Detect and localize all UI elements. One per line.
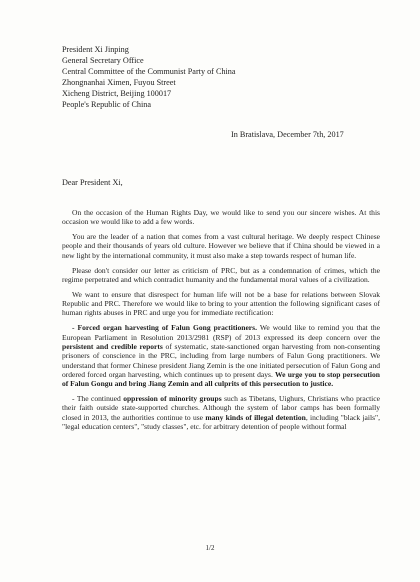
paragraph-minority-groups [62, 394, 380, 431]
paragraph-1: On the occasion of the Human Rights Day, we would like to send you our sincere wishes. At this occasion we would like to add a few words. [62, 208, 380, 227]
recipient-line: President Xi Jinping [62, 45, 129, 54]
letter-date: In Bratislava, December 7th, 2017 [231, 130, 344, 139]
text-run: of systematic, state-sanctioned organ harvesting from non-consenting prisoners of conscience in the PRC, including from large numbers of Falun Gong practitioners. We understand that former Chinese president Jiang Zemin is the one initiated persecution of Falun Gong and ordered forced organ harvesting, which continues up to present days. [62, 341, 380, 379]
bold-text: persistent and credible reports [62, 341, 163, 351]
bold-text: oppression of minority groups [123, 394, 222, 404]
bold-text: many kinds of illegal detention [205, 412, 306, 422]
text-run: , including "black jails", "legal education centers", "study classes", etc. for arbitrary detention of people without formal [62, 412, 381, 431]
paragraph-3: Please don't consider our letter as criticism of PRC, but as a condemnation of crimes, which the regime perpetrated and which contradict humanity and the fundamental moral values of a civilization. [62, 265, 380, 284]
recipient-address [62, 44, 236, 110]
text-run: We would like to remind you that the European Parliament in Resolution 2013/2981 (RSP) of 2013 expressed its deep concern over the [62, 323, 380, 342]
letter-body [62, 208, 380, 431]
recipient-line: People's Republic of China [62, 100, 152, 109]
salutation: Dear President Xi, [62, 178, 123, 187]
paragraph-4: We want to ensure that disrespect for human life will not be a base for relations between Slovak Republic and PRC. Therefore we would like to bring to your attention the following significant cases of human rights abuses in PRC and urge you for immediate rectification: [62, 289, 380, 318]
recipient-line: Xicheng District, Beijing 100017 [62, 89, 172, 98]
recipient-line: Zhongnanhai Ximen, Fuyou Street [62, 78, 176, 87]
text-run: - The continued [72, 394, 124, 404]
page-number: 1/2 [205, 544, 215, 552]
bold-text: - Forced organ harvesting of Falun Gong practitioners. [72, 323, 257, 333]
recipient-line: General Secretary Office [62, 56, 144, 65]
paragraph-2: You are the leader of a nation that comes from a vast cultural heritage. We deeply respect Chinese people and their thousands of years old culture. However we believe that if China should be viewed in a new light by the international community, it must also make a step towards respect of human life. [62, 232, 380, 260]
recipient-line: Central Committee of the Communist Party of China [62, 67, 236, 76]
text-run: such as Tibetans, Uighurs, Christians who practice their faith outside state-supported churches. Although the system of labor camps has been formally closed in 2013, the authorities continue to use [62, 394, 380, 422]
bold-text: We urge you to stop persecution of Falun Gongu and bring Jiang Zemin and all culprits of this persecution to justice. [62, 369, 380, 389]
paragraph-organ-harvesting [62, 323, 380, 388]
